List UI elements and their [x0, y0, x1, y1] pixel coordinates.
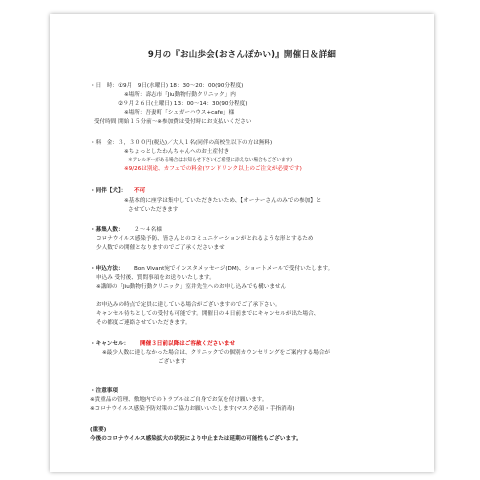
capacity-label: ・募集人数： [90, 227, 124, 233]
event2-date: ②９月２６日(土曜日) 13：00～14：30(90分程度) [118, 101, 248, 107]
application-line1: Bon Vivant宛でインスタメッセージ(DM)、ショートメールで受付いたします。 [134, 266, 334, 272]
cancel-note2: ございます [158, 359, 186, 365]
capacity-line1: コロナウイルス感染予防、皆さんとのコミュニケーションがとれるような形とするため [96, 236, 314, 242]
notes-line1: ※貴重品の管理、敷地内でのトラブルはご自身でお気を付け願います。 [90, 397, 268, 403]
cancel-value: 開催３日前以降はご容赦くださいませ [140, 341, 236, 347]
page-title: 9月の『お山歩会(おさんぽかい)』開催日＆詳細 [147, 50, 337, 60]
important-line1: 今後のコロナウイルス感染拡大の状況により中止または延期の可能性もございます。 [90, 436, 302, 442]
application-line4: お申込みの時点で定員に達している場合がございますのでご了承下さい。 [96, 302, 281, 308]
application-line6: その都度ご連絡させていただきます。 [96, 320, 191, 326]
event2-place: ※場所：吾妻町「シュガーハウス+cafe」様 [124, 110, 235, 116]
application-line5: キャンセル待ちとしての受付も可能です。開催日の４日前までにキャンセルが出た場合、 [96, 311, 320, 317]
application-line2: 申込み 受付後、質問事項をお送りいたします。 [96, 275, 215, 281]
fee-amount: ３，３００円(税込)／大人１名(同伴の高校生以下の方は無料) [118, 140, 273, 146]
notes-line2: ※コロナウイルス感染予防対策のご協力お願いいたします(マスク必須・手指消毒) [90, 406, 295, 412]
fee-note-gift: ※ちょっとしたわんちゃんへのお土産付き [124, 149, 230, 155]
companion-label: ・同伴【犬】： [90, 188, 127, 194]
capacity-value: ２～４名様 [134, 227, 162, 233]
companion-note-line1: ※基本的に座学は集中していただきたいため、【オーナーさんのみでの参加】と [124, 198, 322, 204]
fee-label: ・料 金： [90, 140, 118, 146]
document-page [50, 14, 434, 472]
companion-value: 不可 [134, 188, 146, 194]
cancel-label: ・キャンセル： [90, 341, 130, 347]
event1-place: ※場所：壽志市「Jiu動物行動クリニック」内 [124, 92, 236, 98]
notes-heading: ・注意事項 [90, 388, 118, 394]
important-heading: (重要) [90, 427, 107, 433]
schedule-label: ・日 時： [90, 83, 118, 89]
fee-note-allergy: ＊アレルギーがある場合はお知らせ下さい(ご希望に添えない場合もございます) [128, 158, 292, 163]
companion-note-line2: させていただきます [128, 207, 179, 213]
application-line3: ※講師の「Jiu動物行動クリニック」室井先生へのお申し込みでも構いません [96, 284, 287, 290]
application-label: ・申込方法： [90, 266, 124, 272]
event1-date: ①9月 9日(水曜日) 18：30～20：00(90分程度) [118, 83, 244, 89]
cancel-note1: ※最少人数に達しなかった場合は、クリニックでの個別カウンセリングをご案内する場合が [102, 350, 330, 356]
capacity-line2: 少人数での開催となりますのでご了承くださいませ [96, 245, 225, 251]
fee-note-cafe: ※9/26は別途、カフェでの料金(ワンドリンク以上のご注文が必要です) [124, 166, 302, 172]
reception-time: 受付時間 開始１５分前～※参加費は受付時にお支払いください [94, 119, 252, 125]
